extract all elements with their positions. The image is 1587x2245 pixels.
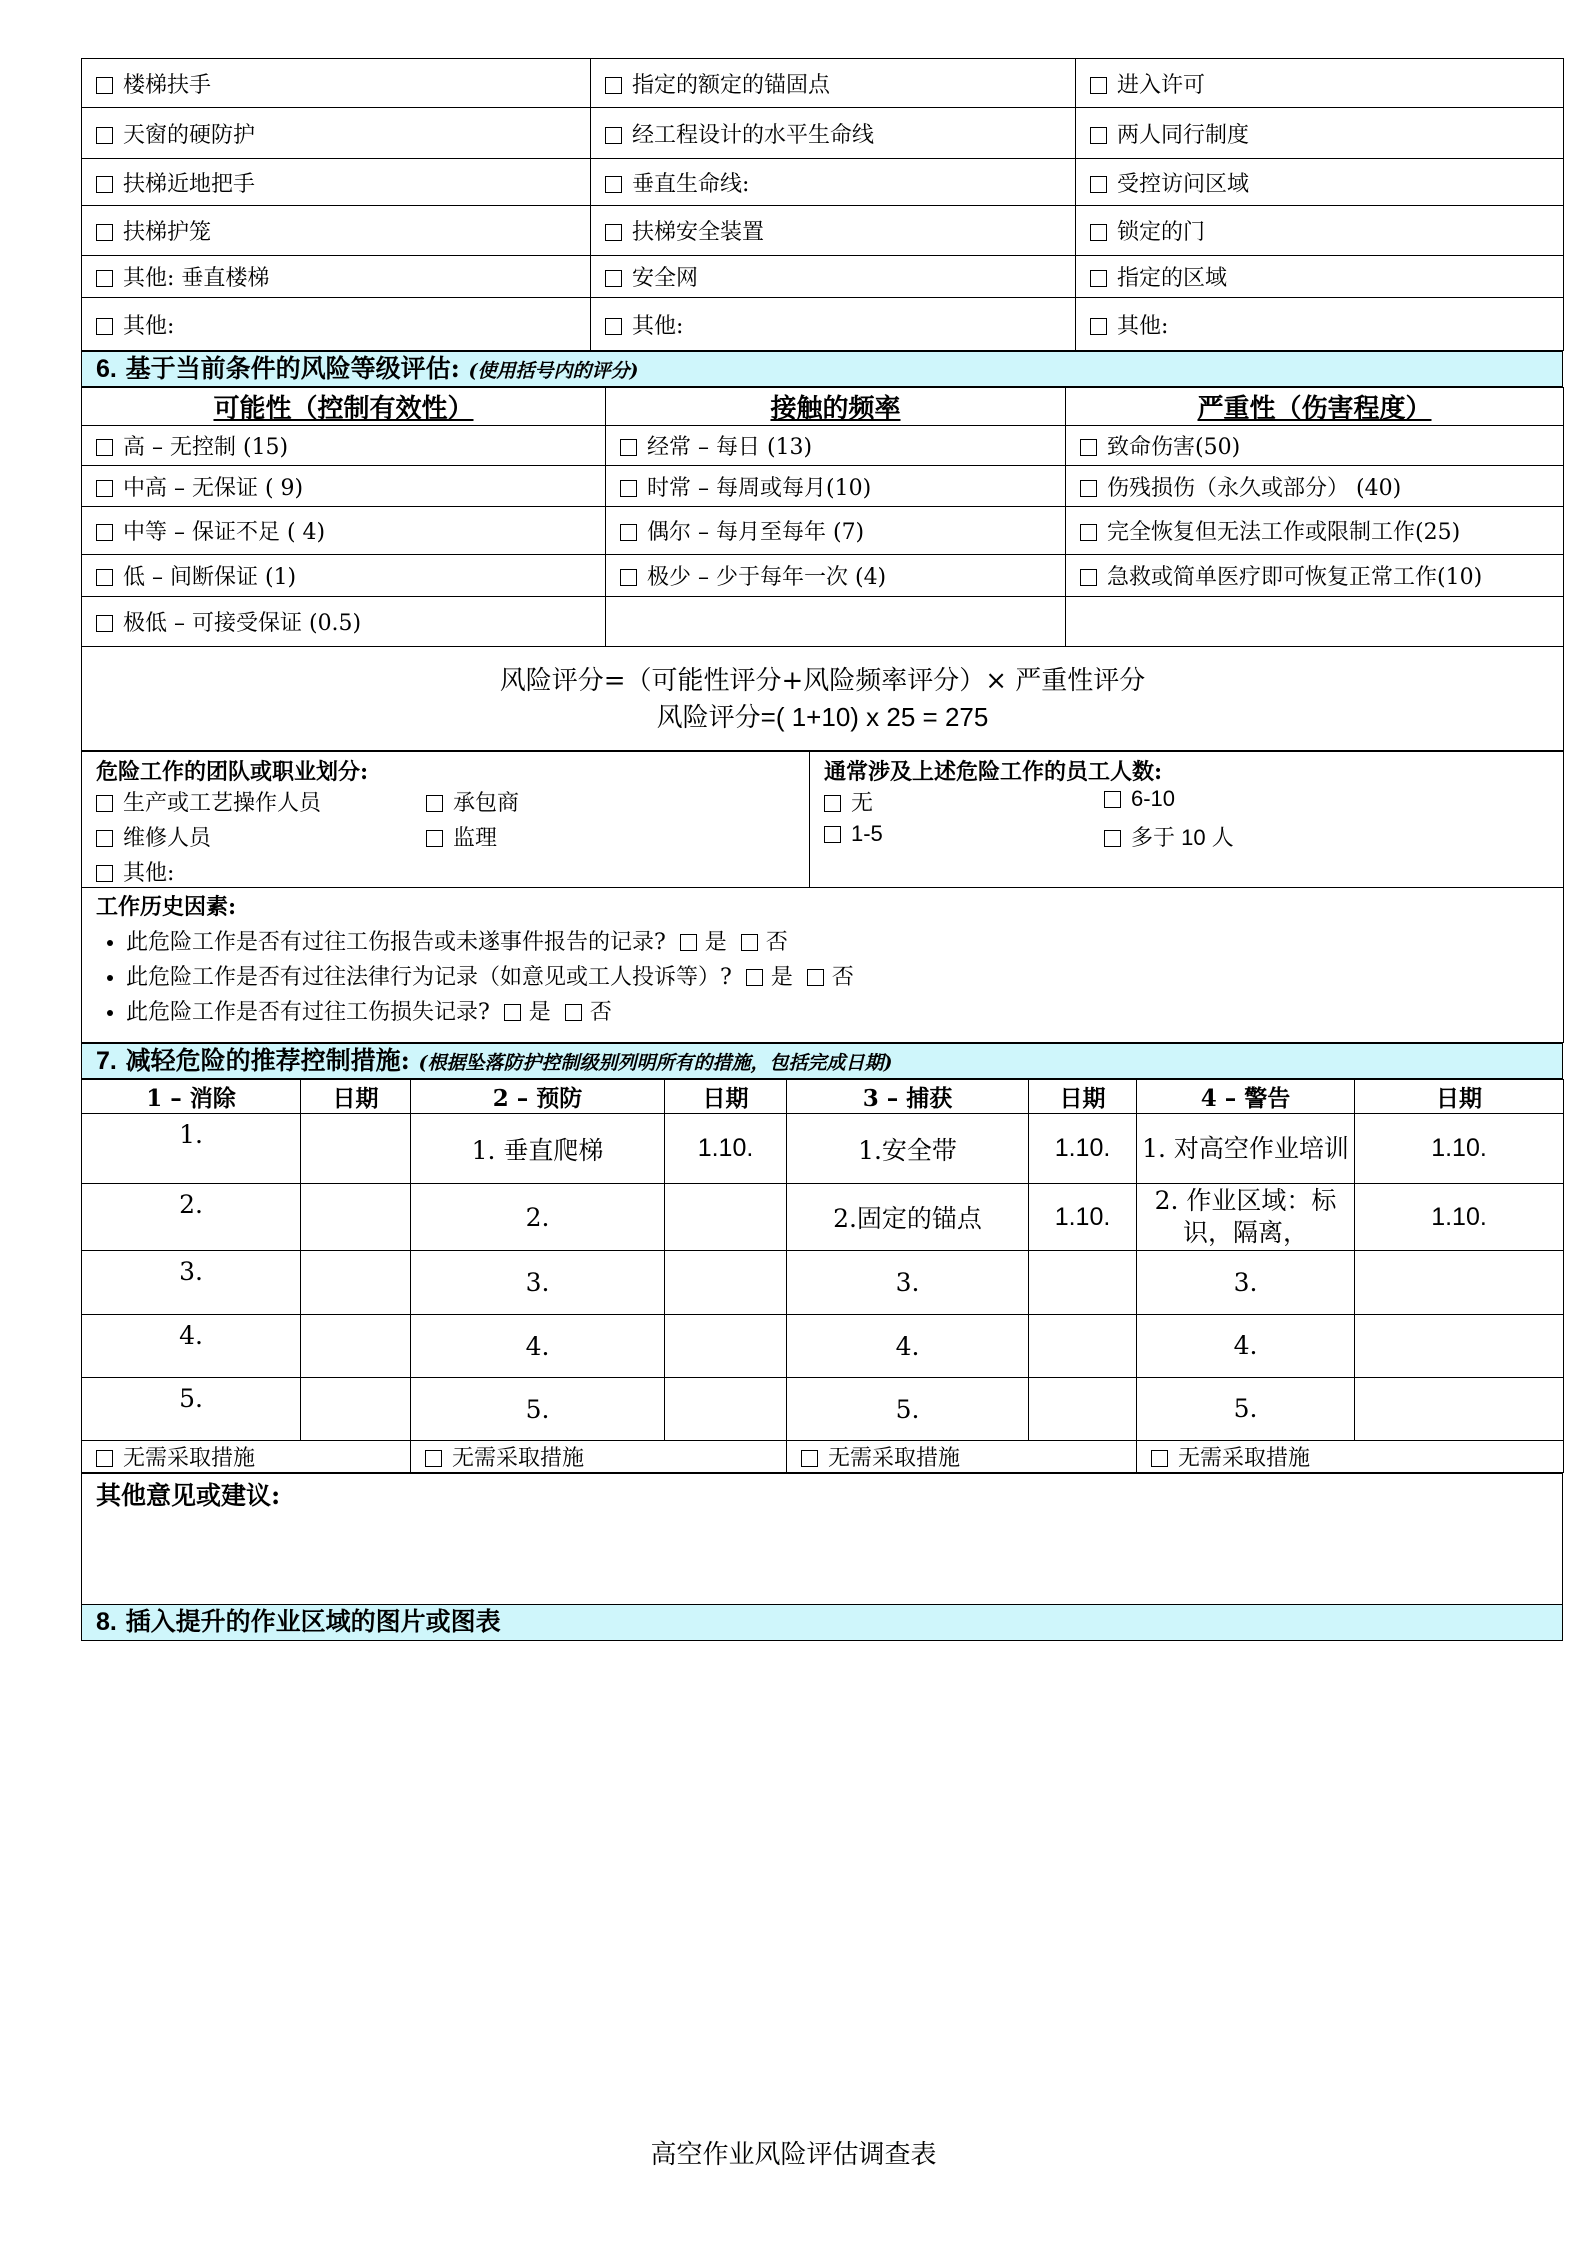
checkbox[interactable] <box>96 795 113 812</box>
equipment-cell <box>591 298 1076 351</box>
equipment-option[interactable] <box>96 314 174 339</box>
checkbox[interactable] <box>96 524 113 541</box>
measures-date-cell[interactable] <box>665 1184 787 1251</box>
no-action-cell <box>1137 1441 1564 1473</box>
option-label: 极低 – 可接受保证 (0.5) <box>123 611 362 636</box>
history-no-checkbox[interactable] <box>741 934 758 951</box>
checkbox[interactable] <box>801 1450 818 1467</box>
measures-item-cell[interactable]: 1. 对高空作业培训 <box>1137 1114 1355 1184</box>
measures-row <box>82 1251 1564 1315</box>
equipment-cell <box>1076 108 1564 159</box>
team-option[interactable] <box>426 786 756 817</box>
checkbox[interactable] <box>96 830 113 847</box>
history-question: 此危险工作是否有过往工伤报告或未遂事件报告的记录? <box>126 930 666 955</box>
option-label: 无需采取措施 <box>1178 1446 1311 1471</box>
checkbox[interactable] <box>620 480 637 497</box>
section8-header <box>81 1605 1563 1641</box>
measures-header: 日期 <box>1029 1080 1137 1114</box>
severity-cell <box>1066 426 1564 466</box>
measures-item-cell[interactable]: 3. <box>411 1251 665 1315</box>
checkbox[interactable] <box>1080 569 1097 586</box>
no-action-option[interactable] <box>425 1446 584 1471</box>
measures-item-cell[interactable]: 5. <box>82 1378 301 1441</box>
checkbox[interactable] <box>605 176 622 193</box>
history-no-label: 否 <box>831 965 854 990</box>
measures-item-cell[interactable]: 1. <box>82 1114 301 1184</box>
equipment-option[interactable] <box>96 73 211 98</box>
measures-row <box>82 1378 1564 1441</box>
checkbox[interactable] <box>1090 270 1107 287</box>
checkbox[interactable] <box>96 127 113 144</box>
severity-cell <box>1066 555 1564 597</box>
history-question: 此危险工作是否有过往法律行为记录（如意见或工人投诉等）? <box>126 965 732 990</box>
checkbox[interactable] <box>1090 77 1107 94</box>
section7-number: 7. <box>96 1047 117 1075</box>
option-label: 高 – 无控制 (15) <box>123 435 289 460</box>
checkbox[interactable] <box>605 270 622 287</box>
likelihood-option[interactable] <box>96 565 296 590</box>
equipment-cell <box>1076 159 1564 206</box>
checkbox[interactable] <box>605 127 622 144</box>
history-yes-checkbox[interactable] <box>504 1004 521 1021</box>
page-footer: 高空作业风险评估调查表 <box>650 2140 937 2170</box>
checkbox[interactable] <box>620 439 637 456</box>
equipment-cell <box>82 206 591 256</box>
comments-table <box>81 1473 1563 1605</box>
option-label: 时常 – 每周或每月(10) <box>647 475 872 501</box>
measures-header: 日期 <box>1355 1080 1564 1114</box>
option-label: 极少 – 少于每年一次 (4) <box>647 565 887 590</box>
frequency-cell <box>606 507 1066 555</box>
option-label: 扶梯安全装置 <box>632 220 765 245</box>
no-action-option[interactable] <box>1151 1446 1310 1471</box>
measures-item-cell[interactable]: 3. <box>1137 1251 1355 1315</box>
equipment-row <box>82 206 1564 256</box>
frequency-option[interactable] <box>620 520 864 545</box>
frequency-option[interactable] <box>620 476 871 501</box>
option-label: 天窗的硬防护 <box>123 122 256 148</box>
measures-item-cell[interactable]: 5. <box>787 1378 1029 1441</box>
likelihood-header: 可能性（控制有效性） <box>82 388 606 426</box>
frequency-cell <box>606 426 1066 466</box>
workers-label: 通常涉及上述危险工作的员工人数: <box>824 759 1163 785</box>
option-label: 6-10 <box>1131 786 1176 811</box>
equipment-cell <box>591 206 1076 256</box>
measures-item-cell[interactable]: 2.固定的锚点 <box>787 1184 1029 1251</box>
equipment-row <box>82 108 1564 159</box>
frequency-option[interactable] <box>620 435 812 460</box>
equipment-option[interactable] <box>96 220 211 245</box>
option-label: 急救或简单医疗即可恢复正常工作(10) <box>1107 565 1483 590</box>
comments-label: 其他意见或建议: <box>96 1481 281 1510</box>
section6-number: 6. <box>96 355 117 383</box>
risk-row <box>82 597 1564 647</box>
risk-result: 风险评分=( 1+10) x 25 = 275 <box>656 701 989 732</box>
measures-item-cell[interactable]: 3. <box>787 1251 1029 1315</box>
measures-table <box>81 1079 1564 1473</box>
measures-item-cell[interactable]: 2. <box>411 1184 665 1251</box>
equipment-cell <box>1076 206 1564 256</box>
option-label: 受控访问区域 <box>1117 171 1250 197</box>
section8-title: 插入提升的作业区域的图片或图表 <box>125 1607 501 1636</box>
option-label: 其他: 垂直楼梯 <box>123 266 270 291</box>
checkbox[interactable] <box>1090 318 1107 335</box>
checkbox[interactable] <box>1080 524 1097 541</box>
team-option[interactable] <box>96 856 426 887</box>
equipment-option[interactable] <box>96 266 269 291</box>
checkbox[interactable] <box>425 1450 442 1467</box>
section6-note: (使用括号内的评分) <box>468 360 639 382</box>
measures-date-cell[interactable] <box>1029 1378 1137 1441</box>
history-cell <box>82 888 1564 1043</box>
section7-title: 减轻危险的推荐控制措施: <box>125 1046 410 1075</box>
measures-date-cell[interactable] <box>665 1315 787 1378</box>
option-label: 多于 10 人 <box>1131 825 1234 850</box>
checkbox[interactable] <box>824 795 841 812</box>
checkbox[interactable] <box>605 318 622 335</box>
equipment-row <box>82 159 1564 206</box>
measures-date-cell[interactable] <box>301 1251 411 1315</box>
history-label: 工作历史因素: <box>96 894 237 920</box>
equipment-row <box>82 256 1564 298</box>
option-label: 指定的额定的锚固点 <box>632 72 831 98</box>
option-label: 监理 <box>453 826 498 851</box>
checkbox[interactable] <box>426 795 443 812</box>
equipment-option[interactable] <box>605 73 830 98</box>
history-yes-checkbox[interactable] <box>746 969 763 986</box>
team-table <box>81 751 1564 1043</box>
measures-date-cell[interactable] <box>301 1378 411 1441</box>
option-label: 进入许可 <box>1117 72 1206 98</box>
measures-date-cell[interactable] <box>1355 1251 1564 1315</box>
likelihood-option[interactable] <box>96 520 325 545</box>
option-label: 完全恢复但无法工作或限制工作(25) <box>1107 520 1461 545</box>
measures-date-cell[interactable] <box>1355 1315 1564 1378</box>
equipment-cell <box>591 159 1076 206</box>
workers-option[interactable] <box>1104 786 1384 817</box>
workers-cell <box>810 752 1564 888</box>
history-yes-label: 是 <box>704 930 727 955</box>
no-action-cell <box>82 1441 411 1473</box>
checkbox[interactable] <box>96 224 113 241</box>
measures-date-cell[interactable] <box>1029 1251 1137 1315</box>
option-label: 无需采取措施 <box>452 1446 585 1471</box>
team-options <box>96 786 795 887</box>
risk-formula-cell <box>82 647 1564 751</box>
risk-formula: 风险评分=（可能性评分+风险频率评分）× 严重性评分 <box>499 665 1146 696</box>
measures-date-cell[interactable]: 1.10. <box>1029 1114 1137 1184</box>
equipment-option[interactable] <box>605 172 749 197</box>
checkbox[interactable] <box>605 224 622 241</box>
history-item <box>126 960 1549 991</box>
checkbox[interactable] <box>96 439 113 456</box>
equipment-cell <box>82 256 591 298</box>
equipment-option[interactable] <box>1090 314 1168 339</box>
option-label: 扶梯护笼 <box>123 220 212 245</box>
checkbox[interactable] <box>1104 791 1121 808</box>
workers-options <box>824 786 1549 852</box>
checkbox[interactable] <box>1080 439 1097 456</box>
option-label: 垂直生命线: <box>632 171 750 197</box>
equipment-cell <box>82 298 591 351</box>
history-yes-checkbox[interactable] <box>680 934 697 951</box>
equipment-cell <box>1076 298 1564 351</box>
option-label: 承包商 <box>453 791 520 816</box>
option-label: 低 – 间断保证 (1) <box>123 565 297 590</box>
section7-note: (根据坠落防护控制级别列明所有的措施，包括完成日期) <box>418 1052 893 1074</box>
severity-option[interactable] <box>1080 435 1240 460</box>
measures-date-cell[interactable] <box>1355 1378 1564 1441</box>
option-label: 伤残损伤（永久或部分） (40) <box>1107 475 1402 501</box>
checkbox[interactable] <box>96 77 113 94</box>
measures-item-cell[interactable]: 5. <box>411 1378 665 1441</box>
severity-cell <box>1066 507 1564 555</box>
option-label: 锁定的门 <box>1117 220 1206 245</box>
history-no-label: 否 <box>589 1000 612 1025</box>
option-label: 中等 – 保证不足 ( 4) <box>123 520 326 545</box>
no-action-option[interactable] <box>96 1446 255 1471</box>
measures-item-cell[interactable]: 4. <box>1137 1315 1355 1378</box>
checkbox[interactable] <box>824 826 841 843</box>
equipment-option[interactable] <box>605 266 698 291</box>
measures-item-cell[interactable]: 1.安全带 <box>787 1114 1029 1184</box>
history-question: 此危险工作是否有过往工伤损失记录? <box>126 1000 490 1025</box>
option-label: 偶尔 – 每月至每年 (7) <box>647 520 865 545</box>
equipment-cell <box>82 159 591 206</box>
option-label: 其他: <box>1117 313 1169 339</box>
equipment-option[interactable] <box>96 172 255 197</box>
measures-header: 3 – 捕获 <box>787 1080 1029 1114</box>
measures-header: 1 – 消除 <box>82 1080 301 1114</box>
severity-option[interactable] <box>1080 476 1401 501</box>
option-label: 楼梯扶手 <box>123 72 212 98</box>
measures-date-cell[interactable] <box>301 1184 411 1251</box>
risk-row <box>82 466 1564 507</box>
likelihood-cell <box>82 555 606 597</box>
equipment-option[interactable] <box>1090 266 1227 291</box>
likelihood-cell <box>82 466 606 507</box>
equipment-option[interactable] <box>605 314 683 339</box>
measures-header: 2 – 预防 <box>411 1080 665 1114</box>
history-yes-label: 是 <box>528 1000 551 1025</box>
frequency-option[interactable] <box>620 565 886 590</box>
measures-item-cell[interactable]: 4. <box>787 1315 1029 1378</box>
measures-date-cell[interactable] <box>301 1315 411 1378</box>
checkbox[interactable] <box>96 569 113 586</box>
section6-header <box>81 351 1563 387</box>
likelihood-cell <box>82 597 606 647</box>
history-no-checkbox[interactable] <box>807 969 824 986</box>
workers-option[interactable] <box>824 786 1104 817</box>
measures-date-cell[interactable] <box>665 1378 787 1441</box>
option-label: 生产或工艺操作人员 <box>123 791 322 816</box>
measures-date-cell[interactable]: 1.10. <box>665 1114 787 1184</box>
checkbox[interactable] <box>96 176 113 193</box>
history-item <box>126 995 1549 1026</box>
measures-item-cell[interactable]: 2. 作业区域：标识，隔离， <box>1137 1184 1355 1251</box>
equipment-option[interactable] <box>1090 220 1205 245</box>
checkbox[interactable] <box>1090 127 1107 144</box>
severity-cell <box>1066 466 1564 507</box>
no-action-option[interactable] <box>801 1446 960 1471</box>
checkbox[interactable] <box>620 524 637 541</box>
risk-table <box>81 387 1564 751</box>
severity-option[interactable] <box>1080 520 1460 545</box>
likelihood-option[interactable] <box>96 611 361 636</box>
measures-date-cell[interactable] <box>665 1251 787 1315</box>
likelihood-cell <box>82 426 606 466</box>
severity-option[interactable] <box>1080 565 1482 590</box>
checkbox[interactable] <box>1090 224 1107 241</box>
section6-title: 基于当前条件的风险等级评估: <box>125 354 460 383</box>
no-action-cell <box>787 1441 1137 1473</box>
option-label: 经常 – 每日 (13) <box>647 435 813 460</box>
checkbox[interactable] <box>96 865 113 882</box>
option-label: 致命伤害(50) <box>1107 435 1241 460</box>
no-action-cell <box>411 1441 787 1473</box>
option-label: 其他: <box>632 313 684 339</box>
checkbox[interactable] <box>96 270 113 287</box>
likelihood-option[interactable] <box>96 476 303 501</box>
team-option[interactable] <box>96 786 426 817</box>
option-label: 其他: <box>123 861 175 886</box>
workers-option[interactable] <box>824 821 1104 852</box>
measures-date-cell[interactable] <box>301 1114 411 1184</box>
checkbox[interactable] <box>605 77 622 94</box>
measures-row <box>82 1184 1564 1251</box>
equipment-option[interactable] <box>605 123 874 148</box>
checkbox[interactable] <box>96 1450 113 1467</box>
frequency-header: 接触的频率 <box>606 388 1066 426</box>
option-label: 无需采取措施 <box>828 1446 961 1471</box>
equipment-cell <box>1076 256 1564 298</box>
comments-cell[interactable] <box>82 1474 1563 1605</box>
measures-header: 日期 <box>301 1080 411 1114</box>
measures-header: 4 – 警告 <box>1137 1080 1355 1114</box>
equipment-option[interactable] <box>1090 73 1205 98</box>
equipment-cell <box>82 59 591 108</box>
measures-item-cell[interactable]: 4. <box>82 1315 301 1378</box>
workers-option[interactable] <box>1104 821 1384 852</box>
checkbox[interactable] <box>620 569 637 586</box>
measures-item-cell[interactable]: 1. 垂直爬梯 <box>411 1114 665 1184</box>
form-page <box>81 58 1563 1641</box>
team-option[interactable] <box>96 821 426 852</box>
option-label: 两人同行制度 <box>1117 122 1250 148</box>
section8-number: 8. <box>96 1608 117 1636</box>
checkbox[interactable] <box>96 318 113 335</box>
equipment-cell <box>591 256 1076 298</box>
measures-header: 日期 <box>665 1080 787 1114</box>
equipment-option[interactable] <box>96 123 255 148</box>
history-item <box>126 925 1549 956</box>
frequency-cell <box>606 466 1066 507</box>
option-label: 指定的区域 <box>1117 266 1228 291</box>
risk-row <box>82 507 1564 555</box>
checkbox[interactable] <box>1090 176 1107 193</box>
option-label: 经工程设计的水平生命线 <box>632 122 875 148</box>
history-no-label: 否 <box>765 930 788 955</box>
option-label: 安全网 <box>632 266 699 291</box>
history-list <box>96 925 1549 1026</box>
option-label: 中高 – 无保证 ( 9) <box>123 475 304 501</box>
checkbox[interactable] <box>426 830 443 847</box>
equipment-row <box>82 298 1564 351</box>
history-no-checkbox[interactable] <box>565 1004 582 1021</box>
option-label: 扶梯近地把手 <box>123 171 256 197</box>
equipment-option[interactable] <box>1090 172 1249 197</box>
option-label: 无 <box>851 790 874 815</box>
measures-date-cell[interactable]: 1.10. <box>1355 1114 1564 1184</box>
checkbox[interactable] <box>1080 480 1097 497</box>
risk-row <box>82 555 1564 597</box>
equipment-option[interactable] <box>605 220 764 245</box>
equipment-cell <box>591 59 1076 108</box>
option-label: 1-5 <box>851 821 883 846</box>
frequency-cell <box>606 555 1066 597</box>
history-yes-label: 是 <box>770 965 793 990</box>
equipment-cell <box>82 108 591 159</box>
likelihood-option[interactable] <box>96 435 288 460</box>
severity-cell <box>1066 597 1564 647</box>
measures-item-cell[interactable]: 5. <box>1137 1378 1355 1441</box>
checkbox[interactable] <box>1151 1450 1168 1467</box>
option-label: 其他: <box>123 313 175 339</box>
option-label: 无需采取措施 <box>123 1446 256 1471</box>
checkbox[interactable] <box>96 615 113 632</box>
severity-header: 严重性（伤害程度） <box>1066 388 1564 426</box>
risk-row <box>82 426 1564 466</box>
measures-date-cell[interactable] <box>1029 1315 1137 1378</box>
measures-row <box>82 1315 1564 1378</box>
measures-item-cell[interactable]: 4. <box>411 1315 665 1378</box>
section7-header <box>81 1043 1563 1079</box>
equipment-table <box>81 58 1564 351</box>
team-option[interactable] <box>426 821 756 852</box>
checkbox[interactable] <box>1104 830 1121 847</box>
equipment-option[interactable] <box>1090 123 1249 148</box>
measures-date-cell[interactable]: 1.10. <box>1029 1184 1137 1251</box>
measures-row <box>82 1114 1564 1184</box>
measures-item-cell[interactable]: 3. <box>82 1251 301 1315</box>
equipment-row <box>82 59 1564 108</box>
measures-item-cell[interactable]: 2. <box>82 1184 301 1251</box>
likelihood-cell <box>82 507 606 555</box>
frequency-cell <box>606 597 1066 647</box>
measures-date-cell[interactable]: 1.10. <box>1355 1184 1564 1251</box>
team-cell <box>82 752 810 888</box>
option-label: 维修人员 <box>123 826 212 851</box>
equipment-cell <box>1076 59 1564 108</box>
checkbox[interactable] <box>96 480 113 497</box>
equipment-cell <box>591 108 1076 159</box>
team-label: 危险工作的团队或职业划分: <box>96 759 369 785</box>
